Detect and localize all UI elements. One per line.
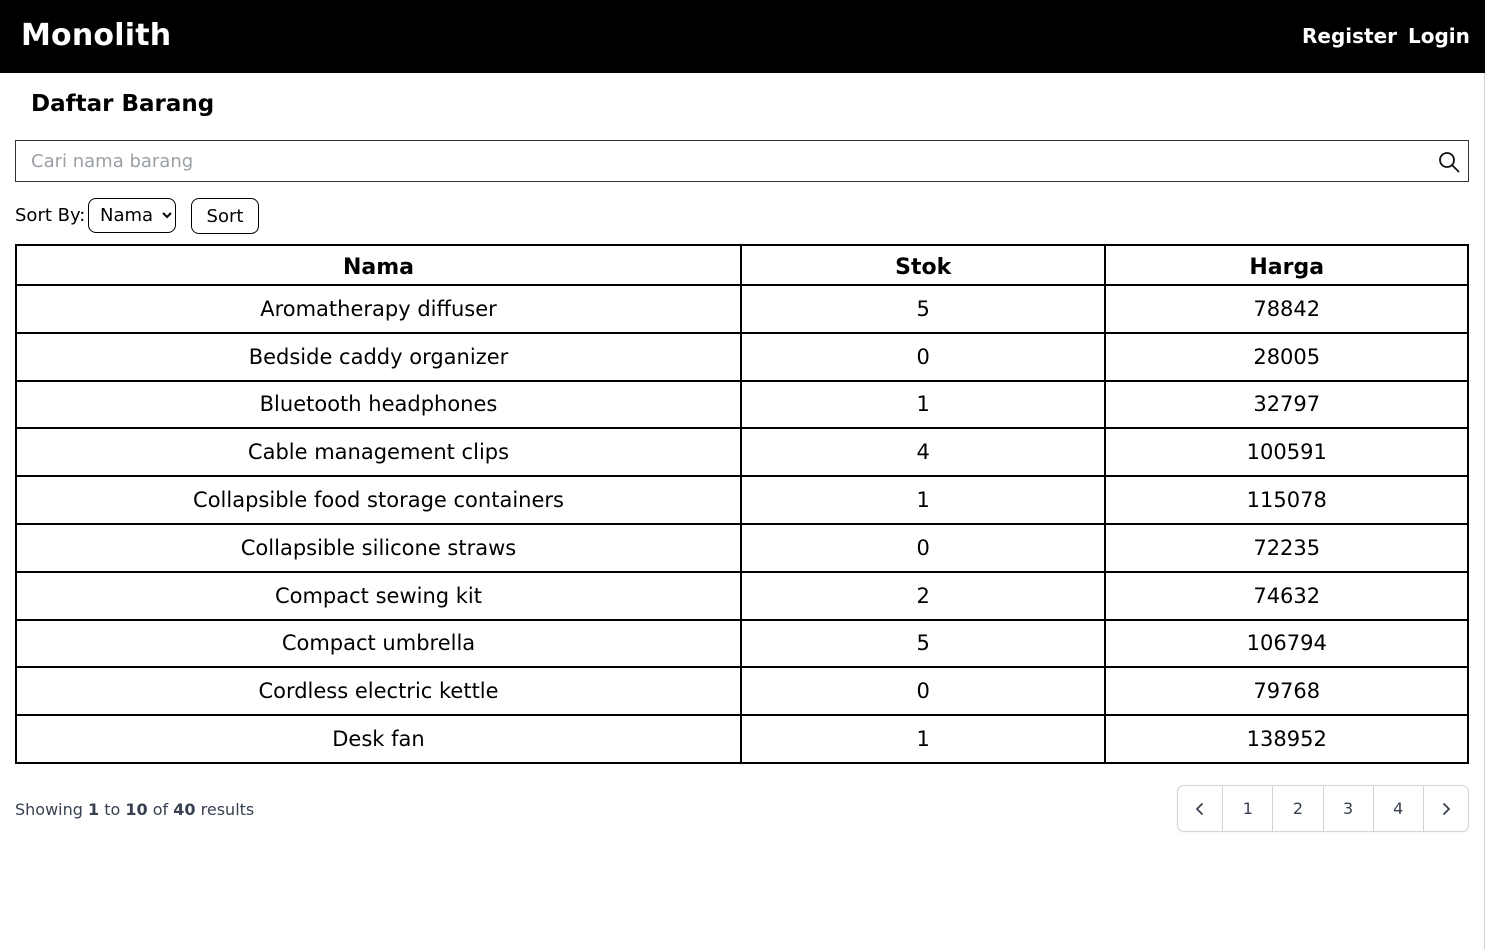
results-summary	[15, 799, 254, 821]
register-link[interactable]: Register	[1302, 24, 1398, 48]
table-row	[16, 572, 1468, 620]
sort-select[interactable]	[88, 198, 176, 233]
table-row	[16, 715, 1468, 763]
brand-logo[interactable]: Monolith	[21, 18, 172, 53]
table-row	[16, 333, 1468, 381]
page-button-3[interactable]: 3	[1324, 786, 1374, 831]
table-row	[16, 524, 1468, 572]
sort-label: Sort By:	[15, 205, 86, 226]
cell-stok: 0	[741, 333, 1105, 381]
results-prefix: Showing	[15, 800, 83, 819]
navbar	[0, 0, 1485, 73]
sort-controls	[15, 198, 415, 234]
cell-stok: 2	[741, 572, 1105, 620]
login-link[interactable]: Login	[1408, 24, 1470, 48]
search-icon[interactable]	[1438, 151, 1460, 173]
cell-nama: Collapsible food storage containers	[16, 476, 741, 524]
cell-harga: 32797	[1105, 381, 1468, 429]
cell-harga: 100591	[1105, 428, 1468, 476]
page-button-1[interactable]: 1	[1223, 786, 1273, 831]
results-to: 10	[125, 800, 148, 819]
cell-stok: 1	[741, 476, 1105, 524]
cell-stok: 5	[741, 620, 1105, 668]
column-header-nama: Nama	[16, 245, 741, 285]
column-header-stok: Stok	[741, 245, 1105, 285]
page-button-2[interactable]: 2	[1273, 786, 1323, 831]
page-button-4[interactable]: 4	[1374, 786, 1424, 831]
cell-harga: 115078	[1105, 476, 1468, 524]
cell-harga: 28005	[1105, 333, 1468, 381]
cell-nama: Desk fan	[16, 715, 741, 763]
cell-harga: 79768	[1105, 667, 1468, 715]
cell-stok: 1	[741, 381, 1105, 429]
cell-stok: 4	[741, 428, 1105, 476]
items-table	[15, 244, 1469, 764]
cell-nama: Cordless electric kettle	[16, 667, 741, 715]
table-row	[16, 285, 1468, 333]
next-page-button[interactable]	[1424, 786, 1468, 831]
table-row	[16, 667, 1468, 715]
cell-stok: 0	[741, 524, 1105, 572]
table-row	[16, 620, 1468, 668]
table-row	[16, 381, 1468, 429]
cell-nama: Collapsible silicone straws	[16, 524, 741, 572]
cell-harga: 138952	[1105, 715, 1468, 763]
cell-stok: 0	[741, 667, 1105, 715]
page-title: Daftar Barang	[31, 91, 215, 117]
cell-harga: 78842	[1105, 285, 1468, 333]
table-row	[16, 428, 1468, 476]
results-suffix: results	[200, 800, 255, 819]
cell-nama: Bedside caddy organizer	[16, 333, 741, 381]
search-input[interactable]	[16, 141, 1416, 181]
cell-nama: Aromatherapy diffuser	[16, 285, 741, 333]
previous-page-button[interactable]	[1178, 786, 1223, 831]
results-of-word: of	[152, 800, 169, 819]
sort-button[interactable]: Sort	[191, 198, 259, 234]
table-row	[16, 476, 1468, 524]
cell-nama: Compact umbrella	[16, 620, 741, 668]
search-bar	[15, 140, 1469, 182]
table-header-row	[16, 245, 1468, 285]
cell-stok: 1	[741, 715, 1105, 763]
results-from: 1	[88, 800, 100, 819]
cell-nama: Bluetooth headphones	[16, 381, 741, 429]
column-header-harga: Harga	[1105, 245, 1468, 285]
cell-harga: 72235	[1105, 524, 1468, 572]
cell-nama: Compact sewing kit	[16, 572, 741, 620]
results-total: 40	[173, 800, 196, 819]
pagination	[1177, 785, 1469, 832]
chevron-left-icon	[1191, 800, 1209, 818]
cell-harga: 74632	[1105, 572, 1468, 620]
cell-stok: 5	[741, 285, 1105, 333]
cell-harga: 106794	[1105, 620, 1468, 668]
cell-nama: Cable management clips	[16, 428, 741, 476]
chevron-right-icon	[1437, 800, 1455, 818]
results-to-word: to	[104, 800, 121, 819]
